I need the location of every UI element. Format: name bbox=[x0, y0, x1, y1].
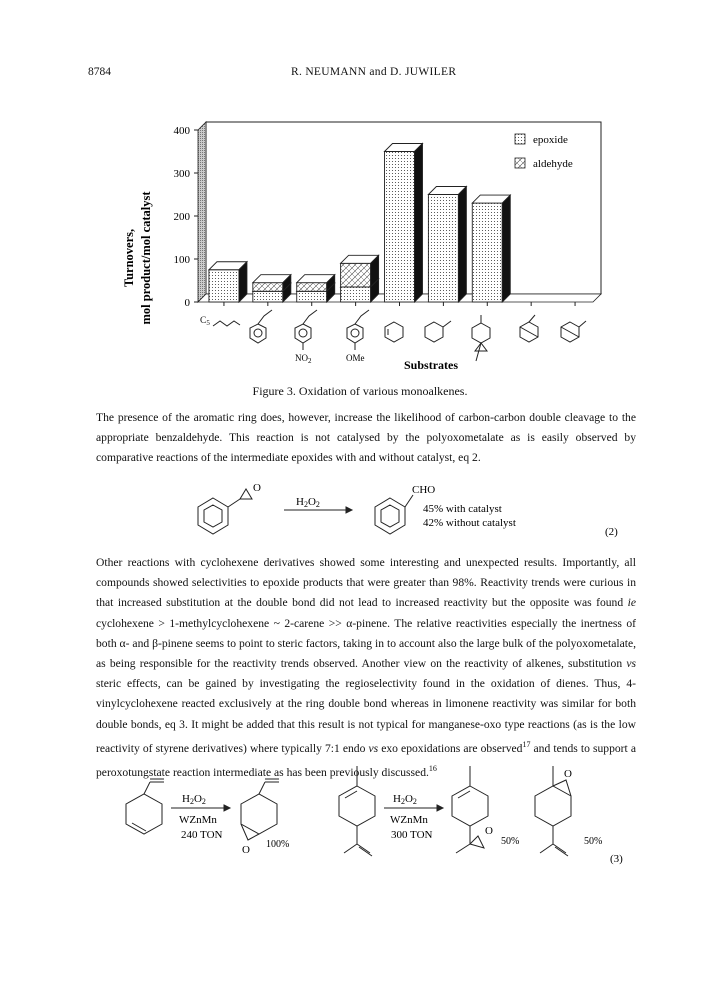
running-head: R. NEUMANN and D. JUWILER bbox=[291, 66, 457, 78]
eq2-result-with-catalyst: 45% with catalyst bbox=[423, 503, 502, 515]
paragraph-2: Other reactions with cyclohexene derivatives showed some interesting and unexpected results. Importantly, all compounds showed selectivities to epoxide products that were greater than 98%. Reactivity trends were curious in that increased substitution at the double bond did not lead to increased reactivity but the opposite was found ie cyclohexene > 1-methylcyclohexene ~ 2-carene >> α-pinene. The relative reactivities especially the inertness of both α- and β-pinene seems to point to steric factors, taking in to account also the large bulk of the polyoxometalate, as being responsible for the reactivity trends observed. Another view on the reactivity of alkenes, substitution vs steric effects, can be gained by investigating the regioselectivity found in the oxidation of dienes. Thus, 4-vinylcyclohexene reacted exclusively at the ring double bond whereas in limonene reactivity was similar for both double bonds, eq 3. It might be added that this result is not typical for manganese-oxo type reactions (as is the low reactivity of styrene derivatives) where typically 7:1 endo vs exo epoxidations are observed$^{17}$ and tends to support a peroxotungstate reaction intermediate as has been previously discussed.$^{16}$ bbox=[96, 556, 636, 779]
eq2-result-without-catalyst: 42% without catalyst bbox=[423, 517, 516, 529]
eq3-ton-2: 300 TON bbox=[391, 829, 433, 841]
y-tick-label: 100 bbox=[173, 254, 190, 266]
x-axis-title: Substrates bbox=[404, 358, 459, 372]
legend-label-aldehyde: aldehyde bbox=[533, 158, 573, 170]
eq3-reagent-1: H2O2 bbox=[182, 793, 206, 806]
eq2-product-cho: CHO bbox=[412, 484, 436, 496]
paragraph-1: The presence of the aromatic ring does, however, increase the likelihood of carbon-carbon double cleavage to the appropriate benzaldehyde. This reaction is not catalysed by the polyoxometalate as is easily observed by comparative reactions of the intermediate epoxides with and without catalyst, eq 2. bbox=[96, 411, 636, 465]
bar-epoxide bbox=[385, 144, 423, 303]
bar-epoxide bbox=[209, 262, 247, 302]
y-axis-title-line2: mol product/mol catalyst bbox=[139, 191, 153, 325]
equation-2 bbox=[180, 480, 640, 550]
substrate-ome-label: OMe bbox=[346, 353, 365, 363]
page-number: 8784 bbox=[88, 66, 111, 78]
eq3-epoxide-o-2: O bbox=[485, 825, 493, 837]
x-axis-ticks bbox=[224, 302, 575, 306]
figure-caption: Figure 3. Oxidation of various monoalkenes. bbox=[252, 384, 468, 398]
y-axis-ticks bbox=[174, 125, 199, 309]
substrate-c5-label: $C_5$ bbox=[200, 316, 210, 327]
y-tick-label: 300 bbox=[173, 168, 190, 180]
legend-swatch-epoxide bbox=[515, 134, 525, 144]
eq3-catalyst-2: WZnMn bbox=[390, 814, 428, 826]
bar-epoxide bbox=[472, 195, 510, 302]
figure-3-chart bbox=[70, 118, 630, 388]
eq3-epoxide-o-3: O bbox=[564, 768, 572, 780]
equation-3 bbox=[96, 752, 640, 882]
eq2-number: (2) bbox=[605, 526, 618, 538]
eq3-reagent-2: H2O2 bbox=[393, 793, 417, 806]
bar-aldehyde bbox=[253, 275, 291, 292]
substrate-structures bbox=[200, 310, 586, 361]
legend-label-epoxide: epoxide bbox=[533, 134, 568, 146]
eq3-number: (3) bbox=[610, 853, 623, 865]
eq2-structures bbox=[198, 489, 413, 534]
eq2-reagent: H2O2 bbox=[296, 496, 320, 509]
y-tick-label: 0 bbox=[184, 297, 190, 309]
eq3-epoxide-o-1: O bbox=[242, 844, 250, 856]
eq3-yield-2: 50% bbox=[501, 836, 520, 847]
eq3-yield-1: 100% bbox=[266, 839, 290, 850]
eq2-epoxide-o: O bbox=[253, 482, 261, 494]
bar-epoxide bbox=[428, 187, 466, 303]
left-wall bbox=[198, 122, 206, 302]
y-axis-title-line1: Turnovers, bbox=[122, 228, 136, 288]
y-tick-label: 400 bbox=[173, 125, 190, 137]
substrate-no2-label: $NO_2$ bbox=[295, 353, 312, 365]
y-tick-label: 200 bbox=[173, 211, 190, 223]
bar-aldehyde bbox=[341, 255, 379, 287]
legend-swatch-aldehyde bbox=[515, 158, 525, 168]
eq3-ton-1: 240 TON bbox=[181, 829, 223, 841]
bar-aldehyde bbox=[297, 275, 335, 292]
eq3-catalyst-1: WZnMn bbox=[179, 814, 217, 826]
eq3-yield-3: 50% bbox=[584, 836, 603, 847]
